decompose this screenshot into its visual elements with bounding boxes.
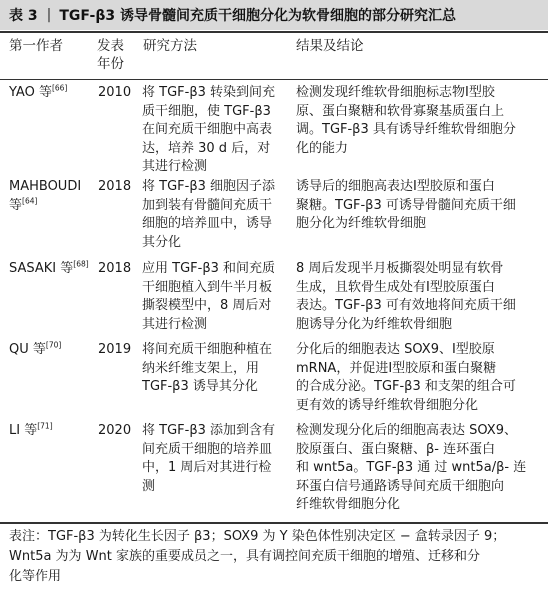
row-2-result-line: 诱导后的细胞高表达Ⅰ型胶原和蛋白	[296, 179, 495, 194]
row-3-method-line: 应用 TGF-β3 和间充质	[142, 261, 276, 276]
row-2-method-line: 将 TGF-β3 细胞因子添	[142, 179, 276, 194]
row-4-result-line: mRNA，并促进Ⅰ型胶原和蛋白聚糖	[296, 360, 497, 376]
row-5-ref: [71]	[37, 421, 53, 431]
row-4-result-line: 的合成分泌。TGF-β3 和支架的组合可	[296, 379, 516, 394]
row-1-result-line: 检测发现纤维软骨细胞标志物Ⅰ型胶	[296, 85, 495, 100]
row-2-author-name: MAHBOUDI	[9, 179, 82, 194]
table-note-line: 表注：TGF-β3 为转化生长因子 β3；SOX9 为 Y 染色体性别决定区 − 盒转录因子 9；	[9, 529, 506, 544]
row-1-year: 2010	[98, 85, 132, 100]
table-title-bar	[0, 0, 548, 30]
row-4-method-line: 纳米纤维支架上，用	[142, 360, 260, 376]
row-5-result-line: 胶原蛋白、蛋白聚糖、β- 连环蛋白	[296, 441, 496, 457]
title-separator: |	[46, 7, 52, 23]
row-1-method-line: 其进行检测	[142, 159, 208, 174]
row-4-author-name: QU 等	[9, 342, 46, 357]
row-2-method-line: 细胞的培养皿中，诱导	[142, 216, 273, 231]
row-1-method	[142, 84, 292, 177]
row-4-author	[9, 341, 91, 360]
row-2-result-line: 胞分化为纤维软骨细胞	[296, 216, 427, 231]
row-3-result-line: 生成，且软骨生成处有Ⅰ型胶原蛋白	[296, 279, 495, 295]
row-3-ref: [68]	[73, 259, 89, 269]
row-3-method-line: 其进行检测	[142, 316, 208, 332]
table-note	[9, 527, 539, 587]
row-1-result-line: 原、蛋白聚糖和软骨寡聚基质蛋白上	[296, 103, 505, 119]
row-2-result	[296, 178, 541, 234]
row-5-method-line: 间充质干细胞的培养皿	[142, 441, 273, 457]
row-1-method-line: 质干细胞，使 TGF-β3	[142, 103, 271, 119]
row-4-result-line: 分化后的细胞表达 SOX9、Ⅰ型胶原	[296, 342, 495, 357]
table-note-line: 化等作用	[9, 569, 62, 584]
row-2-method-line: 其分化	[142, 234, 182, 250]
row-2-result-line: 聚糖。TGF-β3 可诱导骨髓间充质干细	[296, 197, 516, 213]
header-year	[97, 37, 131, 73]
row-1-ref: [66]	[51, 83, 68, 93]
row-5-result-line: 和 wnt5a。TGF-β3 通 过 wnt5a/β- 连	[296, 460, 527, 475]
row-3-author	[9, 260, 91, 279]
row-4-method-line: 将间充质干细胞种植在	[142, 342, 273, 357]
row-3-method	[142, 260, 292, 334]
bottom-rule	[0, 522, 548, 524]
row-4-method-line: TGF-β3 诱导其分化	[142, 379, 258, 394]
row-3-author-name: SASAKI 等	[9, 261, 74, 276]
row-1-method-line: 将 TGF-β3 转染到间充	[142, 85, 276, 100]
row-5-result	[296, 422, 541, 515]
header-rule	[0, 79, 548, 80]
row-3-result-line: 表达。TGF-β3 可有效地将间充质干细	[296, 298, 516, 313]
table-note-line: Wnt5a 为为 Wnt 家族的重要成员之一，具有调控间充质干细胞的增殖、迁移和分	[9, 549, 481, 564]
row-4-year: 2019	[98, 342, 132, 357]
row-3-result-line: 胞诱导分化为纤维软骨细胞	[296, 316, 453, 332]
row-2-method	[142, 178, 292, 252]
row-2-ref: [64]	[22, 196, 38, 206]
row-5-method-line: 将 TGF-β3 添加到含有	[142, 423, 276, 438]
table-label: 表 3	[9, 8, 38, 24]
row-2-author	[9, 178, 91, 215]
row-4-method	[142, 341, 292, 397]
row-5-result-line: 检测发现分化后的细胞高表达 SOX9、	[296, 423, 517, 438]
row-5-author	[9, 422, 91, 441]
row-5-result-line: 纤维软骨细胞分化	[296, 497, 401, 512]
row-1-result-line: 化的能力	[296, 140, 349, 156]
header-year-line2: 年份	[97, 56, 124, 72]
row-4-result	[296, 341, 541, 415]
row-5-method	[142, 422, 292, 496]
header-year-line1: 发表	[97, 38, 124, 54]
header-method: 研究方法	[143, 38, 197, 54]
row-1-result-line: 调。TGF-β3 具有诱导纤维软骨细胞分	[296, 122, 516, 137]
header-author: 第一作者	[9, 38, 63, 54]
row-1-author	[9, 84, 91, 103]
top-rule	[0, 31, 548, 33]
row-4-result-line: 更有效的诱导纤维软骨细胞分化	[296, 397, 479, 413]
row-5-method-line: 中，1 周后对其进行检	[142, 460, 272, 475]
row-1-result	[296, 84, 541, 158]
row-3-method-line: 撕裂模型中，8 周后对	[142, 298, 272, 313]
row-1-method-line: 在间充质干细胞中高表	[142, 122, 273, 137]
header-result: 结果及结论	[296, 38, 364, 54]
row-1-author-name: YAO 等	[9, 85, 52, 100]
row-5-method-line: 测	[142, 478, 156, 494]
row-3-result-line: 8 周后发现半月板撕裂处明显有软骨	[296, 261, 504, 276]
row-2-author-suffix: 等	[9, 197, 23, 213]
row-3-method-line: 干细胞植入到牛半月板	[142, 279, 273, 295]
table-title: TGF-β3 诱导骨髓间充质干细胞分化为软骨细胞的部分研究汇总	[59, 8, 456, 24]
row-2-year: 2018	[98, 179, 132, 194]
row-5-author-name: LI 等	[9, 423, 38, 438]
row-5-result-line: 环蛋白信号通路诱导间充质干细胞向	[296, 478, 505, 494]
row-1-method-line: 达，培养 30 d 后，对	[142, 140, 271, 156]
row-3-year: 2018	[98, 261, 132, 276]
row-2-method-line: 加到装有骨髓间充质干	[142, 197, 273, 213]
row-5-year: 2020	[98, 423, 132, 438]
row-4-ref: [70]	[45, 340, 62, 350]
row-3-result	[296, 260, 541, 334]
